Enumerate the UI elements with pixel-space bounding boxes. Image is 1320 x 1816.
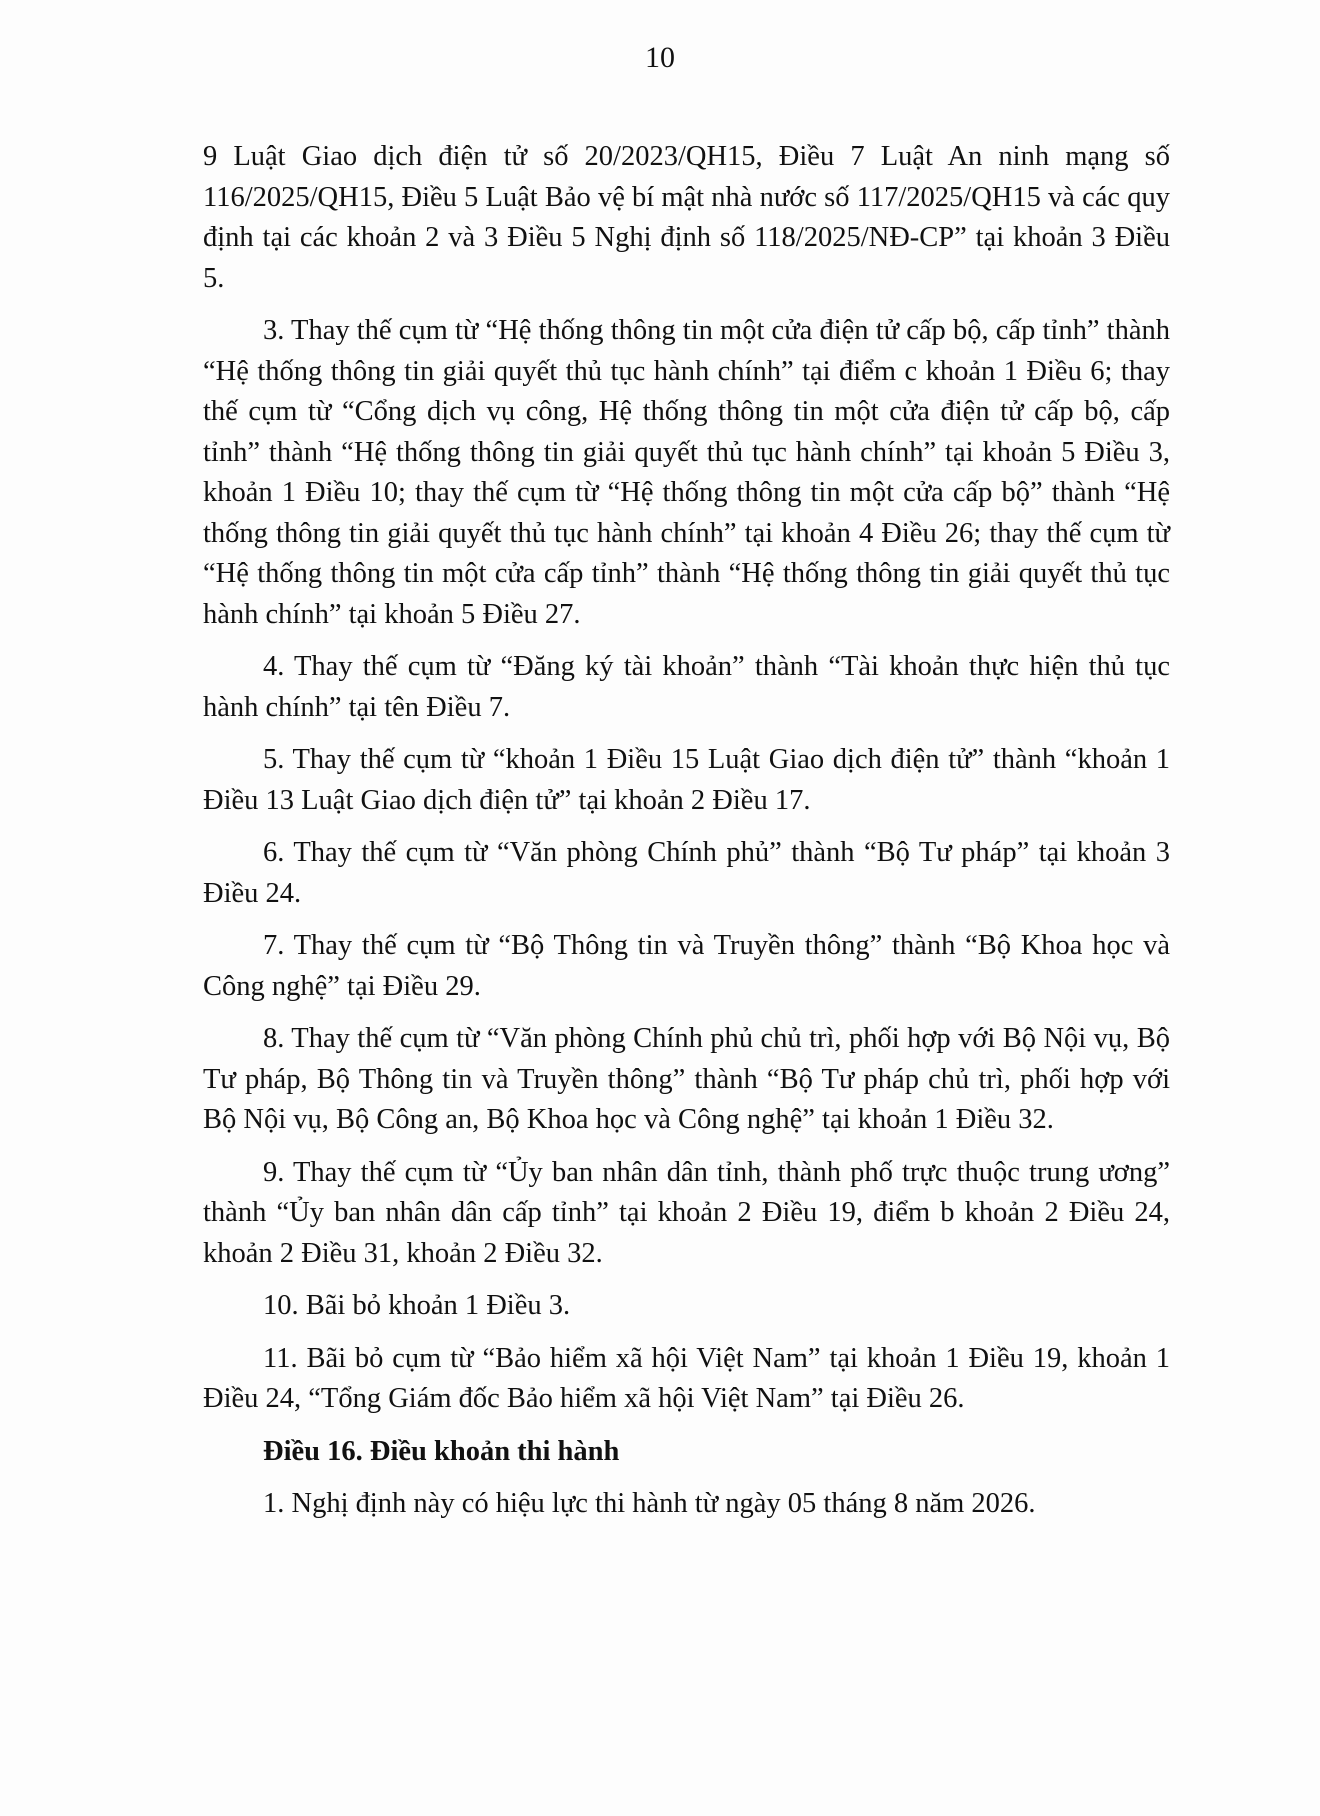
paragraph-article-16-item-1: 1. Nghị định này có hiệu lực thi hành từ ngày 05 tháng 8 năm 2026. [263,1488,1036,1519]
document-body [203,137,1170,1537]
paragraph-item-5: 5. Thay thế cụm từ “khoản 1 Điều 15 Luật Giao dịch điện tử” thành “khoản 1 Điều 13 Luật Giao dịch điện tử” tại khoản 2 Điều 17. [203,744,1170,816]
paragraph-item-9: 9. Thay thế cụm từ “Ủy ban nhân dân tỉnh, thành phố trực thuộc trung ương” thành “Ủy ban nhân dân cấp tỉnh” tại khoản 2 Điều 19, điểm b khoản 2 Điều 24, khoản 2 Điều 31, khoản 2 Điều 32. [203,1156,1170,1269]
article-heading: Điều 16. Điều khoản thi hành [263,1435,620,1467]
paragraph-item-6: 6. Thay thế cụm từ “Văn phòng Chính phủ” thành “Bộ Tư pháp” tại khoản 3 Điều 24. [203,837,1170,909]
paragraph-continuation: 9 Luật Giao dịch điện tử số 20/2023/QH15, Điều 7 Luật An ninh mạng số 116/2025/QH15, Điều 5 Luật Bảo vệ bí mật nhà nước số 117/2025/QH15 và các quy định tại các khoản 2 và 3 Điều 5 Nghị định số 118/2025/NĐ-CP” tại khoản 3 Điều 5. [203,141,1170,294]
paragraph-item-4: 4. Thay thế cụm từ “Đăng ký tài khoản” thành “Tài khoản thực hiện thủ tục hành chính” tại tên Điều 7. [203,651,1170,723]
paragraph-item-7: 7. Thay thế cụm từ “Bộ Thông tin và Truyền thông” thành “Bộ Khoa học và Công nghệ” tại Điều 29. [203,930,1170,1002]
paragraph-item-10: 10. Bãi bỏ khoản 1 Điều 3. [263,1290,571,1321]
paragraph-item-11: 11. Bãi bỏ cụm từ “Bảo hiểm xã hội Việt Nam” tại khoản 1 Điều 19, khoản 1 Điều 24, “Tổng Giám đốc Bảo hiểm xã hội Việt Nam” tại Điều 26. [203,1342,1170,1414]
page-number: 10 [645,41,675,74]
paragraph-item-8: 8. Thay thế cụm từ “Văn phòng Chính phủ chủ trì, phối hợp với Bộ Nội vụ, Bộ Tư pháp, Bộ Thông tin và Truyền thông” thành “Bộ Tư pháp chủ trì, phối hợp với Bộ Nội vụ, Bộ Công an, Bộ Khoa học và Công nghệ” tại khoản 1 Điều 32. [203,1023,1170,1135]
paragraph-item-3: 3. Thay thế cụm từ “Hệ thống thông tin một cửa điện tử cấp bộ, cấp tỉnh” thành “Hệ thống thông tin giải quyết thủ tục hành chính” tại điểm c khoản 1 Điều 6; thay thế cụm từ “Cổng dịch vụ công, Hệ thống thông tin một cửa điện tử cấp bộ, cấp tỉnh” thành “Hệ thống thông tin giải quyết thủ tục hành chính” tại khoản 5 Điều 3, khoản 1 Điều 10; thay thế cụm từ “Hệ thống thông tin một cửa cấp bộ” thành “Hệ thống thông tin giải quyết thủ tục hành chính” tại khoản 4 Điều 26; thay thế cụm từ “Hệ thống thông tin một cửa cấp tỉnh” thành “Hệ thống thông tin giải quyết thủ tục hành chính” tại khoản 5 Điều 27. [203,315,1170,630]
